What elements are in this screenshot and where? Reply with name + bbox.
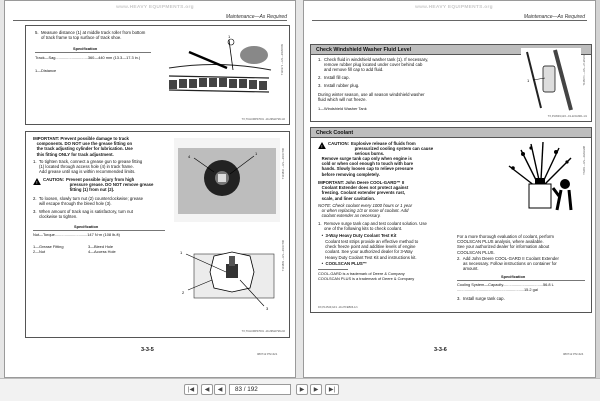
coolant-caution-text: Explosive release of fluids from pressurized cooling system can cause serious burns. bbox=[351, 141, 434, 157]
legend-nut: 2—Nut bbox=[33, 249, 46, 254]
washer-step-2: 2. Install fill cap. bbox=[318, 75, 350, 80]
svg-text:1: 1 bbox=[180, 250, 183, 255]
caution-icon bbox=[33, 178, 41, 185]
svg-text:!: ! bbox=[321, 144, 323, 149]
first-page-button[interactable]: |◀ bbox=[184, 384, 198, 395]
coolant-section-id: DX,P14549,GF1 -19-27FEB06-1/1 bbox=[318, 306, 358, 309]
coolant-step-3: 3. Install surge tank cap. bbox=[457, 296, 505, 301]
coolant-step-2: 2. Add John Deere COOL-GARD II Coolant Extender as necessary. Follow instructions on container for amount. bbox=[457, 256, 559, 272]
washer-note: During winter season, use all season windshield washer fluid which will not freeze. bbox=[318, 92, 425, 103]
page-header: Maintenance—As Required bbox=[225, 14, 287, 20]
step-5-text: 5. Measure distance (1) at middle track roller from bottom of track frame to top surface of track shoe. bbox=[35, 30, 146, 41]
spec-nut-torque: Nut—Torque..............................147 N·m (108 lb-ft) bbox=[33, 232, 120, 237]
coolant-capacity-liters: Cooling System—Capacity.....................................56.8 L bbox=[457, 282, 554, 287]
header-rule bbox=[13, 20, 287, 21]
spec2-title: Specification bbox=[74, 224, 99, 229]
washer-tank-illustration bbox=[521, 48, 581, 112]
spec-track-sag: Track—Sag..............................360—440 mm (13.3—17.3 in.) bbox=[35, 55, 141, 60]
caution-text: Prevent possible injury from high pressure grease. DO NOT remove grease fitting (1) from nut (2). bbox=[66, 177, 154, 193]
watermark: www.HEAVY EQUIPMENTS.org bbox=[415, 5, 493, 10]
svg-text:4: 4 bbox=[188, 154, 191, 159]
section-id-1: TX,TCHUMP07001 -19-29MAY98-1/2 bbox=[241, 118, 285, 121]
vertical-scrollbar[interactable] bbox=[596, 0, 600, 378]
coolant-kit-1-desc: Coolant test strips provide an effective method to check freeze point and additive levels of engine coolant. See your authorized dealer for 3-Way Heavy Duty Coolant Test Kit and instructions kit. bbox=[325, 239, 419, 260]
coolant-coolscan-text: For a more thorough evaluation of coolant, perform COOLSCAN PLUS analysis, where available. See your authorized dealer for information about COOLSCAN PLUS. bbox=[457, 234, 554, 255]
washer-image-id: T145071 —UN—27JAN01 bbox=[583, 55, 586, 86]
legend-access-hole: 4—Access Hole bbox=[88, 249, 116, 254]
legend-distance: 1—Distance bbox=[35, 68, 57, 73]
coolant-step-1: 1. Remove surge tank cap and test coolant solution. Use one of the following kits to check coolant. bbox=[318, 221, 427, 232]
coolant-spec-title: Specification bbox=[501, 274, 526, 279]
page-left bbox=[4, 0, 296, 378]
header-rule bbox=[312, 20, 587, 21]
page-footer-code: 080712 PN=424 bbox=[563, 352, 584, 356]
section-title: Check Coolant bbox=[316, 130, 354, 136]
page-footer-code: 080712 PN=421 bbox=[257, 352, 278, 356]
page-number-input[interactable]: 83 / 192 bbox=[229, 384, 291, 395]
grease-fitting-illustration bbox=[174, 228, 280, 318]
svg-text:2: 2 bbox=[182, 290, 185, 295]
prev-page-button-alt[interactable]: ◀ bbox=[214, 384, 226, 395]
section-id-2: TX,TCHUMP07001 -19-29MAY98-2/2 bbox=[241, 330, 285, 333]
viewer-toolbar bbox=[0, 378, 600, 401]
caution-label: CAUTION: bbox=[43, 177, 65, 182]
next-page-button-alt[interactable]: ▶ bbox=[310, 384, 322, 395]
step-2-text: 2. To loosen, slowly turn nut (2) counterclockwise; grease will escape through the bleed hole (3). bbox=[33, 196, 144, 207]
svg-text:!: ! bbox=[36, 180, 38, 185]
trademark-coolgard: COOL-GARD is a trademark of Deere & Company bbox=[318, 271, 405, 276]
coolant-spec-rule bbox=[457, 280, 585, 281]
track-adjust-section bbox=[25, 131, 290, 338]
coolant-section bbox=[310, 127, 592, 313]
trademark-coolscan: COOLSCAN PLUS is a trademark of Deere & Company bbox=[318, 276, 415, 281]
page-number: 3-3-5 bbox=[141, 347, 154, 353]
last-page-button[interactable]: ▶| bbox=[325, 384, 339, 395]
svg-text:1: 1 bbox=[228, 34, 231, 39]
next-page-button[interactable]: ▶ bbox=[296, 384, 308, 395]
image-id-2: T101810 —UN—29OCT96 bbox=[282, 148, 285, 180]
image-id-1: T120271 —UN—29MAY99 bbox=[281, 44, 284, 76]
svg-text:1: 1 bbox=[255, 151, 258, 156]
track-roller-illustration bbox=[159, 30, 277, 116]
page-header: Maintenance—As Required bbox=[523, 14, 585, 20]
coolant-kit-1: • 3-Way Heavy Duty Coolant Test Kit bbox=[318, 233, 397, 238]
coolant-note: NOTE: Check coolant every 1000 hours or 1 year or when replacing 1/3 or more of coolant. Add coolant extender as necessary. bbox=[318, 203, 413, 219]
spec2-rule bbox=[33, 230, 165, 231]
important-note: IMPORTANT: Prevent possible damage to track components. DO NOT use the grease fitting on the track adjusting cylinder for lubrication. Use this fitting ONLY for track adjustment. bbox=[33, 136, 133, 157]
washer-fluid-section bbox=[310, 44, 592, 122]
legend-grease-fitting: 1—Grease Fitting bbox=[33, 244, 64, 249]
washer-step-1: 1. Check fluid in windshield washer tank (1). If necessary, remove rubber plug located under cover behind cab and remove fill cap to add fluid. bbox=[318, 57, 429, 73]
svg-text:3: 3 bbox=[266, 306, 269, 311]
page-right bbox=[303, 0, 596, 378]
section-title: Check Windshield Washer Fluid Level bbox=[316, 47, 412, 53]
washer-section-id: TX,P14549,GF1 -19-22JAN01-1/1 bbox=[547, 115, 587, 118]
step-3-text: 3. When amount of track sag is satisfactory, turn nut clockwise to tighten. bbox=[33, 209, 133, 220]
access-hole-illustration bbox=[174, 138, 280, 222]
coolant-caution-detail: Remove surge tank cap only when engine is cold or when cool enough to touch with bare hands. Slowly loosen cap to relieve pressure before removing completely. bbox=[321, 156, 414, 177]
watermark: www.HEAVY EQUIPMENTS.org bbox=[116, 5, 194, 10]
track-sag-section bbox=[25, 25, 290, 125]
coolant-image-id: TS281 —UN—23AUG88 bbox=[583, 146, 586, 175]
step-1-text: 1. To tighten track, connect a grease gun to grease fitting (1) located through access hole (4) in track frame. Add grease until sag is within recommended limits. bbox=[33, 159, 143, 175]
spec-rule bbox=[35, 52, 151, 53]
coolant-important: IMPORTANT: John Deere COOL-GARD™ II Coolant Extender does not protect against freezing. Coolant extender prevents rust, scale, and liner cavitation. bbox=[318, 180, 409, 201]
coolant-capacity-gallons: ..............................................................15.2 gal bbox=[457, 287, 538, 292]
image-id-3: T101809 —UN—29OCT96 bbox=[282, 240, 285, 272]
footnote-rule bbox=[318, 269, 348, 270]
caution-icon bbox=[318, 142, 326, 149]
coolant-caution-label: CAUTION: bbox=[328, 141, 350, 146]
page-number: 3-3-6 bbox=[434, 347, 447, 353]
svg-text:1: 1 bbox=[527, 78, 530, 83]
legend-bleed-hole: 3—Bleed Hole bbox=[88, 244, 114, 249]
pressurized-fluid-hazard-icon bbox=[501, 140, 581, 216]
spec-title: Specification bbox=[73, 46, 98, 51]
coolant-kit-2: • COOLSCAN PLUS™ bbox=[318, 261, 368, 266]
washer-legend: 1—Windshield Washer Tank bbox=[318, 106, 367, 111]
washer-step-3: 3. Install rubber plug. bbox=[318, 83, 360, 88]
prev-page-button[interactable]: ◀ bbox=[201, 384, 213, 395]
